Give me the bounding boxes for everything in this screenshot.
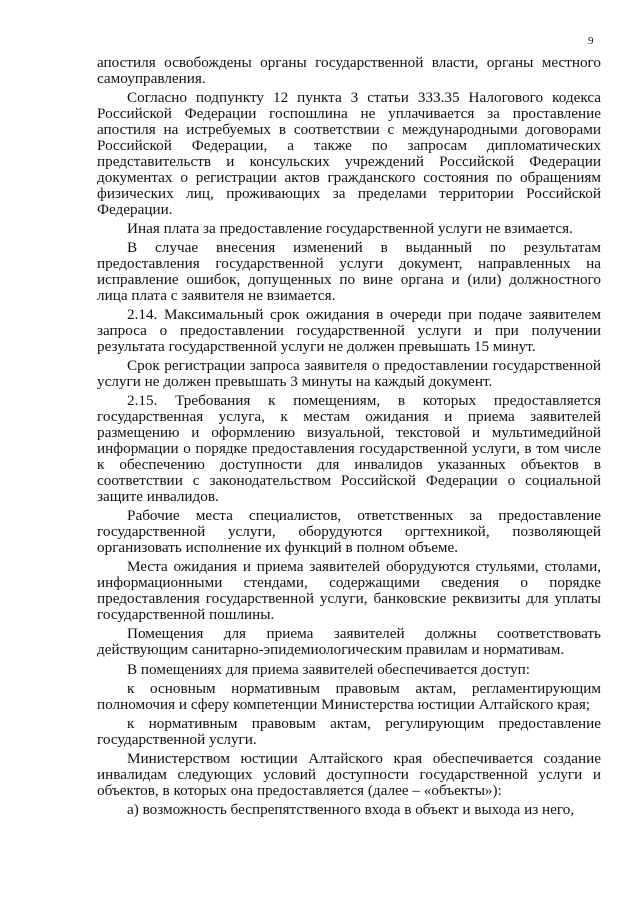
paragraph-corrections-free: В случае внесения изменений в выданный по результатам предоставления государственной услуги документ, направленных на исправление ошибок, допущенных по вине органа и (или) должностного лица плата с заявителя не взимается. [97,239,601,304]
paragraph-access-regulatory-acts: к нормативным правовым актам, регулирующим предоставление государственной услуги. [97,715,601,748]
paragraph-workplaces: Рабочие места специалистов, ответственных за предоставление государственной услуги, оборудуются оргтехникой, позволяющей организовать исполнение их функций в полном объеме. [97,507,601,557]
paragraph-2-14-waiting-time: 2.14. Максимальный срок ожидания в очереди при подаче заявителем запроса о предоставлении государственной услуги и при получении результата государственной услуги не должен превышать 15 минут. [97,306,601,355]
paragraph-access-intro: В помещениях для приема заявителей обеспечивается доступ: [127,660,531,678]
paragraph-waiting-areas: Места ожидания и приема заявителей оборудуются стульями, столами, информационными стендами, содержащими сведения о порядке предоставления государственной услуги, банковские реквизиты для уплаты государственной пошлины. [97,558,601,624]
paragraph-registration-time: Срок регистрации запроса заявителя о предоставлении государственной услуги не должен превышать 3 минуты на каждый документ. [97,357,601,391]
paragraph-2-15-premises-requirements: 2.15. Требования к помещениям, в которых предоставляется государственная услуга, к местам ожидания и приема заявителей размещению и оформлению визуальной, текстовой и мультимедийной информации о порядке предоставления государственной услуги, в том числе к обеспечению доступности для инвалидов указанных объектов в соответствии с законодательством Российской Федерации о социальной защите инвалидов. [97,392,601,505]
paragraph-access-basic-acts: к основным нормативным правовым актам, регламентирующим полномочия и сферу компетенции Министерства юстиции Алтайского края; [97,679,601,713]
document-body [97,55,601,818]
paragraph-no-other-fee: Иная плата за предоставление государственной услуги не взимается. [127,219,573,237]
paragraph-sanitary-rules: Помещения для приема заявителей должны соответствовать действующим санитарно-эпидемиологическим правилам и нормативам. [97,625,601,659]
paragraph-tax-code-reference: Согласно подпункту 12 пункта 3 статьи 333.35 Налогового кодекса Российской Федерации госпошлина не уплачивается за проставление апостиля на истребуемых в соответствии с международными договорами Российской Федерации, а также по запросам дипломатических представительств и консульских учреждений Российской Федерации документах о регистрации актов гражданского состояния по обращениям физических лиц, проживающих за пределами территории Российской Федерации. [97,89,601,218]
page-number: 9 [588,35,594,47]
paragraph-item-a: а) возможность беспрепятственного входа в объект и выхода из него, [127,801,575,819]
paragraph-apostille-exemption: апостиля освобождены органы государственной власти, органы местного самоуправления. [97,54,601,87]
paragraph-accessibility-conditions: Министерством юстиции Алтайского края обеспечивается создание инвалидам следующих условий доступности государственной услуги и объектов, в которых она предоставляется (далее – «объекты»): [97,750,601,800]
